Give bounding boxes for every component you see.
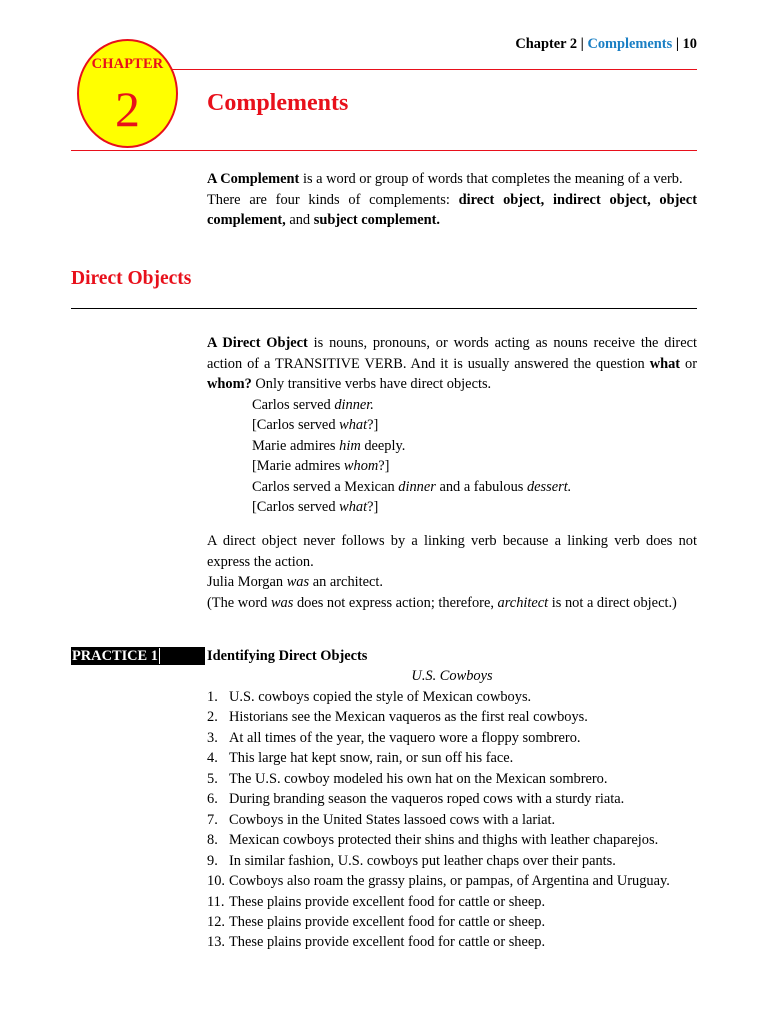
list-item-number: 12. (207, 913, 225, 930)
example-line: Carlos served a Mexican dinner and a fabulous dessert. (252, 478, 572, 495)
header-separator: | (675, 36, 679, 52)
list-item-number: 8. (207, 832, 218, 849)
list-item (207, 932, 707, 952)
list-item-number: 2. (207, 709, 218, 726)
direct-object-term: A Direct Object (207, 335, 308, 351)
list-item-text: These plains provide excellent food for cattle or sheep. (229, 913, 546, 930)
list-item-number: 4. (207, 750, 218, 767)
header-rule-bottom (71, 150, 697, 151)
list-item-text: Historians see the Mexican vaqueros as the first real cowboys. (229, 709, 588, 726)
list-item-text: In similar fashion, U.S. cowboys put leather chaps over their pants. (229, 852, 616, 869)
example-line: [Marie admires whom?] (252, 458, 390, 474)
question-what: what (649, 355, 681, 372)
chapter-badge-number: 2 (115, 81, 140, 137)
chapter-title: Complements (207, 90, 349, 116)
list-item-number: 13. (207, 934, 225, 951)
note-text: A direct object never follows by a linking verb because a linking verb does not express the action. (207, 533, 697, 570)
header-chapter-name: Complements (587, 36, 673, 52)
section-rule (71, 308, 697, 309)
list-item-number: 3. (207, 729, 218, 746)
practice-label (71, 647, 205, 665)
page-number: 10 (682, 36, 697, 52)
practice-subtitle: U.S. Cowboys (411, 668, 493, 684)
practice-title: Identifying Direct Objects (207, 648, 368, 664)
note-example: Julia Morgan was an architect. (207, 574, 384, 590)
list-item (207, 707, 707, 727)
list-item (207, 687, 707, 707)
list-item-number: 9. (207, 852, 218, 869)
list-item-number: 7. (207, 811, 218, 828)
list-item (207, 728, 707, 748)
kinds-last: subject complement (313, 212, 437, 228)
list-item-number: 10. (207, 873, 225, 890)
header-chapter: Chapter 2 | (515, 36, 584, 52)
list-item (207, 769, 707, 789)
example-line: [Carlos served what?] (252, 417, 379, 433)
practice-list (207, 687, 707, 953)
list-item-number: 1. (207, 689, 218, 705)
linking-verb-note (207, 531, 697, 613)
list-item-text: U.S. cowboys copied the style of Mexican cowboys. (229, 689, 532, 705)
list-item-text: Cowboys in the United States lassoed cows with a lariat. (229, 811, 556, 828)
list-item-text: Cowboys also roam the grassy plains, or pampas, of Argentina and Uruguay. (229, 873, 670, 890)
list-item-text: During branding season the vaqueros roped cows with a sturdy riata. (229, 791, 625, 808)
kinds-text: There are four kinds of complements: (207, 191, 459, 208)
list-item-number: 6. (207, 791, 218, 808)
list-item-text: This large hat kept snow, rain, or sun off his face. (229, 750, 514, 767)
chapter-badge (77, 39, 178, 148)
definition-or: or (680, 355, 697, 372)
list-item-text: Mexican cowboys protected their shins and thighs with leather chaparejos. (229, 832, 659, 849)
practice-label-text: PRACTICE 1 (72, 648, 158, 664)
direct-object-definition (207, 333, 697, 518)
list-item (207, 912, 707, 932)
example-line: Carlos served dinner. (252, 396, 374, 413)
chapter-badge-word: CHAPTER (91, 56, 164, 72)
complement-definition: is a word or group of words that completes the meaning of a verb. (299, 171, 683, 187)
list-item-text: At all times of the year, the vaquero wore a floppy sombrero. (229, 729, 581, 746)
list-item (207, 789, 707, 809)
list-item (207, 871, 707, 891)
list-item-number: 11. (207, 893, 225, 910)
kinds-and: and (285, 212, 314, 228)
definition-text: is nouns, pronouns, or words acting as nouns receive the direct action of a TRANSITIVE VERB. And it is usually answered the question (207, 335, 698, 372)
complement-term: A Complement (207, 171, 300, 187)
kinds-list: direct object, indirect object, object complement, (207, 191, 697, 228)
list-item-text: These plains provide excellent food for cattle or sheep. (229, 893, 546, 910)
intro-paragraph (207, 169, 697, 231)
list-item (207, 748, 707, 768)
example-line: Marie admires him deeply. (252, 437, 406, 454)
section-title: Direct Objects (71, 268, 192, 289)
list-item-text: These plains provide excellent food for cattle or sheep. (229, 934, 546, 951)
running-header (515, 36, 697, 53)
list-item (207, 810, 707, 830)
definition-end: Only transitive verbs have direct objects. (251, 376, 492, 392)
list-item-number: 5. (207, 770, 218, 787)
note-explanation: (The word was does not express action; therefore, architect is not a direct object.) (207, 594, 677, 611)
list-item (207, 851, 707, 871)
list-item (207, 830, 707, 850)
header-rule-top (166, 69, 697, 70)
list-item (207, 892, 707, 912)
list-item-text: The U.S. cowboy modeled his own hat on the Mexican sombrero. (229, 770, 608, 787)
example-line: [Carlos served what?] (252, 499, 379, 515)
question-whom: whom? (207, 376, 252, 392)
kinds-end: . (436, 212, 441, 228)
